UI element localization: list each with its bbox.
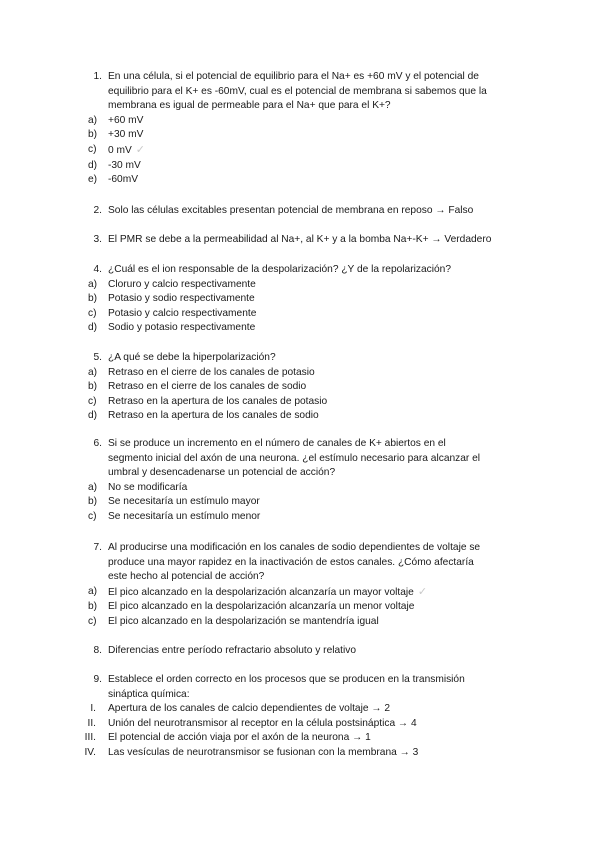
option-label: a): [88, 481, 98, 493]
option: [88, 321, 528, 336]
question-text: ¿Cuál es el ion responsable de la despolarización? ¿Y de la repolarización?: [108, 264, 451, 275]
option-label: b): [88, 381, 98, 393]
question-1: [88, 70, 528, 188]
question-7: [88, 541, 528, 630]
list-item-text: Las vesículas de neurotransmisor se fusionan con la membrana → 3: [108, 746, 419, 758]
question-number: 9.: [93, 674, 102, 685]
option-text: -30 mV: [108, 159, 141, 171]
question-text: este hecho al potencial de acción?: [108, 571, 265, 583]
question-text: ¿A qué se debe la hiperpolarización?: [108, 352, 276, 363]
question-number: 5.: [93, 352, 102, 363]
question-3: [88, 233, 528, 248]
list-item: [84, 731, 528, 746]
option-label: e): [88, 174, 98, 186]
option-label: d): [88, 322, 98, 334]
question-number: 7.: [93, 542, 102, 553]
option-label: b): [88, 129, 98, 141]
question-text: membrana es igual de permeable para el Na+ que para el K+?: [108, 100, 391, 112]
option-label: b): [88, 601, 98, 613]
roman-label: III.: [84, 732, 96, 744]
option: [88, 278, 528, 293]
option: [88, 173, 528, 188]
list-item: [88, 717, 528, 732]
option-text: Retraso en el cierre de los canales de sodio: [108, 381, 307, 393]
option-text: Sodio y potasio respectivamente: [108, 322, 256, 334]
option-text: Potasio y calcio respectivamente: [108, 307, 257, 319]
option: [88, 128, 528, 143]
question-text: equilibrio para el K+ es -60mV, cual es el potencial de membrana si sabemos que la: [108, 85, 487, 97]
question-5: [88, 351, 528, 424]
question-text: Solo las células excitables presentan potencial de membrana en reposo → Falso: [108, 205, 474, 216]
option: [88, 159, 528, 174]
option-label: c): [88, 307, 97, 319]
option-label: c): [88, 395, 97, 407]
option: [88, 114, 528, 129]
option-label: a): [88, 278, 98, 290]
option-text: Retraso en la apertura de los canales de sodio: [108, 410, 319, 422]
question-number: 8.: [93, 645, 102, 656]
question-text: Si se produce un incremento en el número de canales de K+ abiertos en el: [108, 438, 446, 449]
option: [88, 481, 528, 496]
option-text: -60mV: [108, 174, 139, 186]
question-number: 6.: [93, 438, 102, 449]
option-text: +60 mV: [108, 114, 144, 126]
option: [88, 292, 528, 307]
option-label: d): [88, 410, 98, 422]
roman-label: IV.: [84, 746, 96, 758]
roman-label: I.: [90, 703, 96, 715]
option-text: 0 mV: [108, 144, 132, 156]
option-label: c): [88, 143, 97, 155]
checkmark-icon: ✓: [135, 143, 145, 156]
question-number: 2.: [93, 205, 102, 216]
question-8: [88, 644, 528, 659]
option-label: a): [88, 366, 98, 378]
question-2: [88, 204, 528, 219]
option-text: +30 mV: [108, 129, 144, 141]
option: [88, 495, 528, 510]
option-text: Potasio y sodio respectivamente: [108, 293, 255, 305]
option-text: El pico alcanzado en la despolarización alcanzaría un mayor voltaje: [108, 586, 414, 598]
question-text: segmento inicial del axón de una neurona. ¿el estímulo necesario para alcanzar el: [108, 452, 481, 464]
list-item-text: Unión del neurotransmisor al receptor en la célula postsináptica → 4: [108, 717, 417, 729]
option: [88, 395, 528, 410]
question-6: [88, 437, 528, 525]
question-text: Establece el orden correcto en los procesos que se producen en la transmisión: [108, 674, 465, 685]
option: [88, 307, 528, 322]
option-label: b): [88, 496, 98, 508]
question-number: 1.: [93, 71, 102, 82]
option: [88, 615, 528, 630]
option-label: b): [88, 293, 98, 305]
option-text: Cloruro y calcio respectivamente: [108, 278, 256, 290]
question-number: 4.: [93, 264, 102, 275]
option-text: Se necesitaría un estímulo menor: [108, 510, 261, 522]
question-text: umbral y desencadenarse un potencial de acción?: [108, 467, 336, 479]
list-item: [88, 702, 528, 717]
question-text: En una célula, si el potencial de equilibrio para el Na+ es +60 mV y el potencial de: [108, 71, 479, 82]
question-9: [84, 673, 528, 761]
option: [88, 585, 528, 601]
list-item-text: Apertura de los canales de calcio dependientes de voltaje → 2: [108, 703, 391, 715]
option: [88, 366, 528, 381]
option-label: a): [88, 585, 98, 597]
option-text: Retraso en el cierre de los canales de potasio: [108, 366, 315, 378]
question-text: Al producirse una modificación en los canales de sodio dependientes de voltaje se: [108, 542, 481, 553]
option-text: No se modificaría: [108, 481, 188, 493]
option-text: El pico alcanzado en la despolarización se mantendría igual: [108, 615, 379, 627]
option-label: c): [88, 615, 97, 627]
list-item: [84, 746, 528, 761]
question-number: 3.: [93, 234, 102, 245]
question-text: produce una mayor rapidez en la inactivación de estos canales. ¿Cómo afectaría: [108, 556, 474, 568]
option-label: c): [88, 510, 97, 522]
question-text: Diferencias entre período refractario absoluto y relativo: [108, 645, 357, 656]
option-text: El pico alcanzado en la despolarización alcanzaría un menor voltaje: [108, 601, 415, 613]
question-text: El PMR se debe a la permeabilidad al Na+, al K+ y a la bomba Na+-K+ → Verdadero: [108, 234, 492, 245]
option-text: Se necesitaría un estímulo mayor: [108, 496, 260, 508]
option: [88, 380, 528, 395]
checkmark-icon: ✓: [417, 585, 428, 598]
option-text: Retraso en la apertura de los canales de potasio: [108, 395, 328, 407]
option-label: a): [88, 114, 98, 126]
option: [88, 600, 528, 615]
roman-label: II.: [87, 717, 96, 729]
question-4: [88, 263, 528, 336]
question-text: sináptica química:: [108, 688, 190, 700]
option: [88, 143, 528, 159]
option: [88, 409, 528, 424]
option-label: d): [88, 159, 98, 171]
list-item-text: El potencial de acción viaja por el axón de la neurona → 1: [108, 732, 371, 744]
option: [88, 510, 528, 525]
